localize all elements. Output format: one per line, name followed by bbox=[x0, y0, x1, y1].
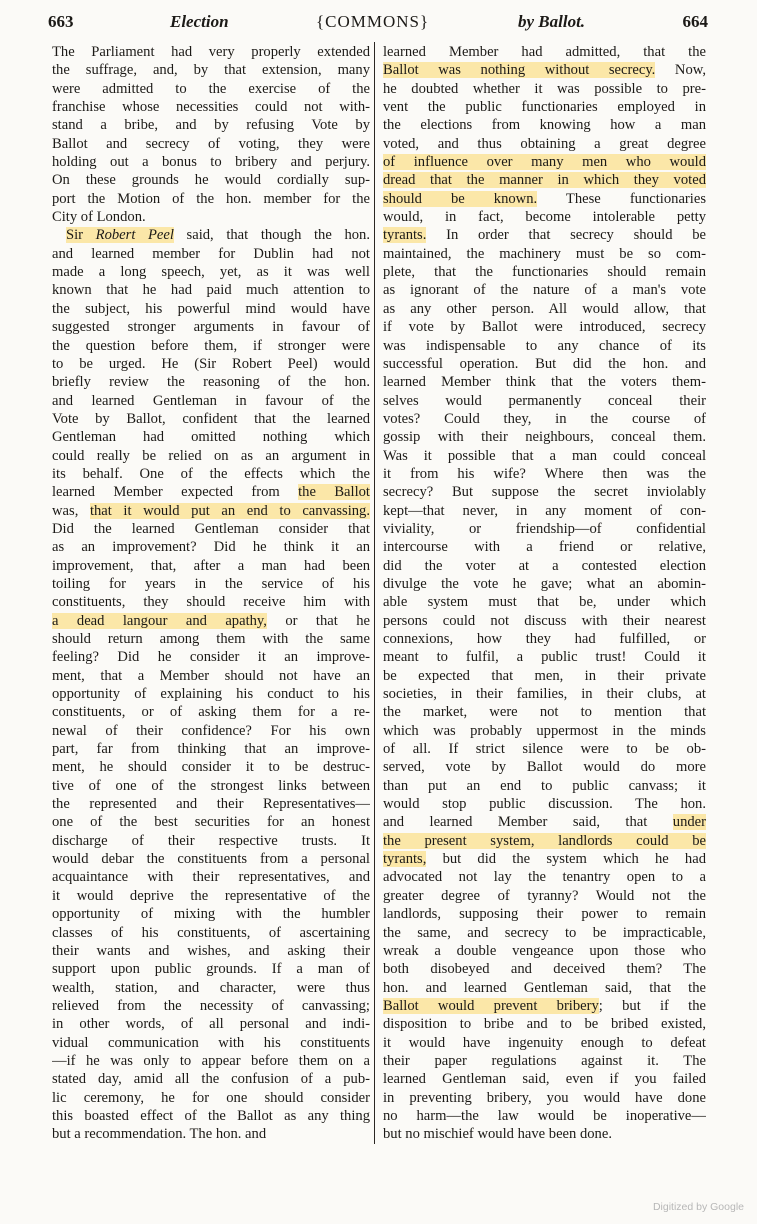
highlighted-text: dread that the manner in which they voted bbox=[383, 172, 706, 189]
left-column-line: Did the learned Gentleman consider that bbox=[52, 520, 370, 537]
left-column-line: to be urged. He (Sir Robert Peel) would bbox=[52, 355, 370, 372]
left-column-line: On these grounds he would cordially sup- bbox=[52, 172, 370, 189]
highlighted-text: a dead langour and apathy, bbox=[52, 612, 267, 629]
left-column-line: learned Member expected from the Ballot bbox=[52, 484, 370, 501]
left-column-line: constituents, or of asking them for a re- bbox=[52, 704, 370, 721]
left-text-column bbox=[52, 43, 370, 1144]
left-column-line: improvement, that, after a man had been bbox=[52, 557, 370, 574]
right-column-line: would, in fact, become intolerable petty bbox=[383, 209, 706, 226]
right-column-line: did the voter at a contested election bbox=[383, 557, 706, 574]
left-column-line: would debar the constituents from a personal bbox=[52, 851, 370, 868]
left-column-line: should return among them with the same bbox=[52, 631, 370, 647]
left-column-line: and learned member for Dublin had not bbox=[52, 245, 370, 262]
left-column-line: acquaintance with their representatives, and bbox=[52, 869, 370, 886]
speaker-highlight: Sir Robert Peel bbox=[66, 227, 174, 244]
left-column-line: known that he had paid much attention to bbox=[52, 282, 370, 299]
left-column-line: Gentleman had omitted nothing which bbox=[52, 429, 370, 446]
left-column-line: were admitted to the exercise of the bbox=[52, 80, 370, 97]
left-column-line: made a long speech, yet, as it was well bbox=[52, 264, 370, 281]
right-column-line: votes? Could they, in the course of bbox=[383, 410, 706, 427]
right-column-line: no harm—the law would be inoperative— bbox=[383, 1107, 706, 1124]
right-column-line: plete, that the functionaries should remain bbox=[383, 264, 706, 281]
right-column-line: be expected that men, in their private bbox=[383, 667, 706, 684]
column-divider bbox=[374, 42, 375, 1144]
right-column-line: maintained, the machinery must be so com- bbox=[383, 245, 706, 262]
right-column-line: as any other person. All would allow, that bbox=[383, 300, 706, 317]
right-column-line: meant to fulfil, a public trust! Could it bbox=[383, 649, 706, 666]
left-column-line: newal of their confidence? For his own bbox=[52, 722, 370, 739]
left-column-line: franchise whose necessities could not with- bbox=[52, 99, 370, 116]
right-column-line: which was probably uppermost in the minds bbox=[383, 722, 706, 739]
left-column-line: Sir Robert Peel said, that though the hon. bbox=[66, 227, 370, 244]
right-column-line: of all. If strict silence were to be ob- bbox=[383, 741, 706, 758]
right-column-line: than put an end to public canvass; it bbox=[383, 777, 706, 794]
left-column-line: vidual communication with his constituents bbox=[52, 1034, 370, 1051]
left-column-line: this boasted effect of the Ballot as any thing bbox=[52, 1107, 370, 1124]
right-column-line: kept—that never, in any moment of con- bbox=[383, 502, 706, 519]
right-column-line: able system must that be, under which bbox=[383, 594, 706, 611]
right-column-line: their paper regulations against it. The bbox=[383, 1052, 706, 1069]
highlighted-text: the present system, landlords could be bbox=[383, 832, 706, 849]
highlighted-text: Ballot was nothing without secrecy. bbox=[383, 62, 656, 79]
right-column-line: disposition to bribe and to be bribed existed, bbox=[383, 1016, 706, 1033]
highlighted-text: that it would put an end to canvassing. bbox=[89, 502, 370, 519]
right-column-line: vent the public functionaries employed in bbox=[383, 99, 706, 116]
right-column-line bbox=[383, 832, 706, 850]
left-column-line: the suffrage, and, by that extension, many bbox=[52, 62, 370, 79]
highlighted-text: tyrants. bbox=[383, 227, 427, 244]
left-column-line: port the Motion of the hon. member for the bbox=[52, 190, 370, 207]
highlighted-text: the Ballot bbox=[298, 484, 370, 501]
right-column-line: he doubted whether it was possible to pre- bbox=[383, 80, 706, 97]
highlighted-text: should be known. bbox=[383, 190, 538, 207]
left-column-line: toiling for years in the service of his bbox=[52, 575, 370, 592]
right-column-line: secrecy? But suppose the secret inviolably bbox=[383, 484, 706, 501]
right-column-line: learned Member had admitted, that the bbox=[383, 44, 706, 60]
left-column-line: support upon public grounds. If a man of bbox=[52, 961, 370, 978]
left-column-line: briefly review the reasoning of the hon. bbox=[52, 374, 370, 391]
left-column-line: their wants and wishes, and asking their bbox=[52, 942, 370, 959]
right-column-line: as ignorant of the nature of a man's vote bbox=[383, 282, 706, 299]
right-column-line: greater degree of tyranny? Would not the bbox=[383, 887, 706, 904]
right-column-line: should be known. These functionaries bbox=[383, 190, 706, 207]
left-column-line: holding out a bonus to bribery and perjury. bbox=[52, 154, 370, 171]
right-column-line: was indispensable to any chance of its bbox=[383, 337, 706, 354]
left-column-line: it would deprive the representative of the bbox=[52, 887, 370, 904]
highlighted-text: of influence over many men who would bbox=[383, 154, 706, 171]
right-column-line: Was it possible that a man could conceal bbox=[383, 447, 706, 464]
right-column-line: viviality, or friendship—of confidential bbox=[383, 520, 706, 537]
left-column-line: the represented and their Representatives— bbox=[52, 796, 370, 813]
right-column-line: the elections from knowing how a man bbox=[383, 117, 706, 134]
page-number-right: 664 bbox=[682, 12, 708, 31]
right-column-line: connexions, how they had fulfilled, or bbox=[383, 631, 706, 647]
page-number-left: 663 bbox=[48, 12, 74, 31]
right-column-line: it would have ingenuity enough to defeat bbox=[383, 1034, 706, 1051]
right-column-line: both disobeyed and deceived them? The bbox=[383, 961, 706, 978]
left-column-line: part, far from thinking that an improve- bbox=[52, 741, 370, 758]
left-column-line: ment, that a Member should not have an bbox=[52, 667, 370, 684]
right-column-line: tyrants. In order that secrecy should be bbox=[383, 227, 706, 244]
right-column-line: and learned Member said, that under bbox=[383, 814, 706, 831]
header-section-left: Election bbox=[170, 12, 229, 31]
left-column-line: but a recommendation. The hon. and bbox=[52, 1126, 267, 1143]
left-column-line: could really be relied on as an argument in bbox=[52, 447, 370, 464]
right-column-line: landlords, supposing their power to remain bbox=[383, 906, 706, 923]
left-column-line: feeling? Did he consider it an improve- bbox=[52, 649, 370, 666]
left-column-line: tive of one of the strongest links between bbox=[52, 777, 370, 794]
left-column-line: stand a bribe, and by refusing Vote by bbox=[52, 117, 370, 134]
digitized-by-watermark: Digitized by Google bbox=[652, 1201, 744, 1213]
left-column-line: discharge of their respective trusts. It bbox=[52, 832, 370, 849]
highlighted-text: Ballot would prevent bribery bbox=[383, 997, 599, 1014]
left-column-line: —if he was only to appear before them on a bbox=[52, 1052, 370, 1069]
right-column-line: Ballot would prevent bribery; but if the bbox=[383, 997, 706, 1014]
highlighted-text: under bbox=[672, 814, 706, 831]
right-column-line: if vote by Ballot were introduced, secrecy bbox=[383, 319, 706, 336]
right-column-line: tyrants, but did the system which he had bbox=[383, 851, 706, 868]
right-column-line: the same, and secrecy to be impracticable, bbox=[383, 924, 706, 941]
running-header bbox=[48, 12, 708, 38]
right-column-line: Ballot was nothing without secrecy. Now, bbox=[383, 62, 706, 79]
right-column-line: wreak a double vengeance upon those who bbox=[383, 942, 706, 959]
right-column-line: divulge the vote he gave; what an abomin- bbox=[383, 575, 706, 592]
left-column-line: classes of his constituents, of ascertaining bbox=[52, 924, 370, 941]
header-center: {COMMONS} bbox=[316, 12, 430, 31]
right-column-line: but no mischief would have been done. bbox=[383, 1126, 612, 1143]
left-column-line: the subject, his powerful mind would have bbox=[52, 300, 370, 317]
left-column-line: City of London. bbox=[52, 209, 146, 226]
left-column-line: its behalf. One of the effects which the bbox=[52, 465, 370, 482]
right-column-line: learned Gentleman said, even if you failed bbox=[383, 1071, 706, 1088]
left-column-line: a dead langour and apathy, or that he bbox=[52, 612, 370, 629]
left-column-line: was, that it would put an end to canvassing. bbox=[52, 502, 370, 519]
right-column-line: societies, in their families, in their clubs, at bbox=[383, 686, 706, 703]
right-column-line: persons could not discuss with their nearest bbox=[383, 612, 706, 629]
right-column-line: intercourse with a friend or relative, bbox=[383, 539, 706, 556]
right-column-line: it from his wife? Where then was the bbox=[383, 465, 706, 482]
right-column-line bbox=[383, 171, 706, 189]
left-column-line: The Parliament had very properly extended bbox=[52, 44, 370, 60]
right-column-line: hon. and learned Gentleman said, that the bbox=[383, 979, 706, 996]
right-column-line: would stop public discussion. The hon. bbox=[383, 796, 706, 813]
right-column-line: advocated not lay the tenantry open to a bbox=[383, 869, 706, 886]
left-column-line: Vote by Ballot, confident that the learned bbox=[52, 410, 370, 427]
left-column-line: in other words, of all personal and indi- bbox=[52, 1016, 370, 1033]
left-column-line: wealth, station, and character, were thus bbox=[52, 979, 370, 996]
right-column-line: the market, were not to mention that bbox=[383, 704, 706, 721]
right-column-line: gossip with their neighbours, conceal them. bbox=[383, 429, 706, 446]
left-column-line: stated day, amid all the confusion of a pub- bbox=[52, 1071, 370, 1088]
right-column-line: in preventing bribery, you would have done bbox=[383, 1089, 706, 1106]
highlighted-text: tyrants, bbox=[383, 851, 427, 868]
header-section-right: by Ballot. bbox=[518, 12, 586, 31]
left-column-line: opportunity of explaining his conduct to his bbox=[52, 686, 370, 703]
right-column-line bbox=[383, 153, 706, 171]
right-column-line: successful operation. But did the hon. and bbox=[383, 355, 706, 372]
left-column-line: Ballot and secrecy of voting, they were bbox=[52, 135, 370, 152]
right-column-line: learned Member think that the voters them- bbox=[383, 374, 706, 391]
right-column-line: selves would permanently conceal their bbox=[383, 392, 706, 409]
left-column-line: one of the best securities for an honest bbox=[52, 814, 370, 831]
left-column-line: and learned Gentleman in favour of the bbox=[52, 392, 370, 409]
left-column-line: opportunity of mixing with the humbler bbox=[52, 906, 370, 923]
left-column-line: ment, he should consider it to be destruc- bbox=[52, 759, 370, 776]
left-column-line: the question before them, if stronger were bbox=[52, 337, 370, 354]
left-column-line: lic ceremony, he for one should consider bbox=[52, 1089, 370, 1106]
left-column-line: as an improvement? Did he think it an bbox=[52, 539, 370, 556]
right-text-column bbox=[383, 43, 706, 1144]
left-column-line: suggested stronger arguments in favour of bbox=[52, 319, 370, 336]
left-column-line: constituents, they should receive him with bbox=[52, 594, 370, 611]
left-column-line: relieved from the necessity of canvassing; bbox=[52, 997, 370, 1014]
right-column-line: voted, and thus obtaining a great degree bbox=[383, 135, 706, 152]
right-column-line: served, vote by Ballot would do more bbox=[383, 759, 706, 776]
speaker-name: Robert Peel bbox=[95, 227, 174, 244]
